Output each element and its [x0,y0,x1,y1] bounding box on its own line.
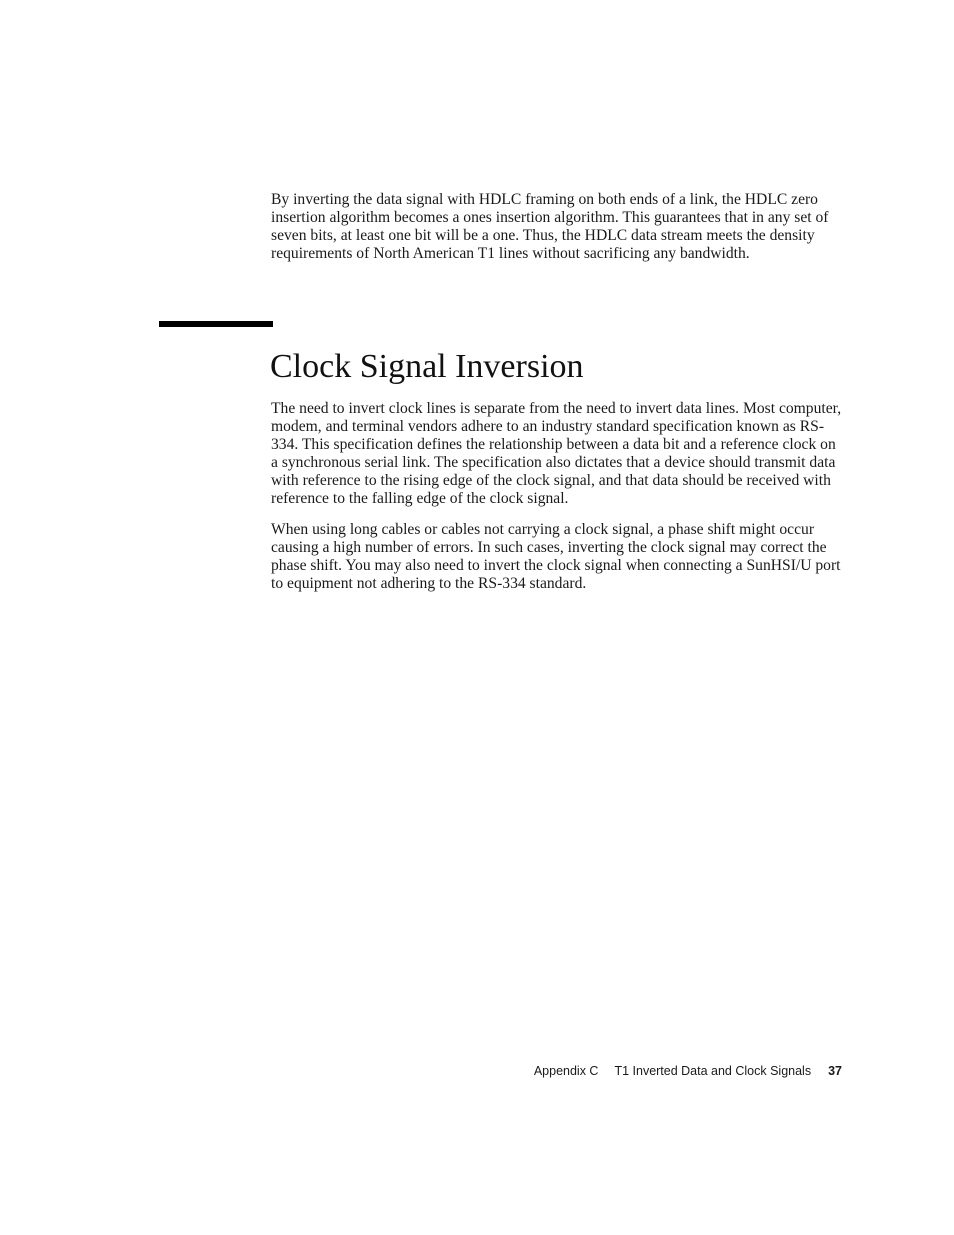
page-footer [480,1063,842,1079]
section-rule [159,321,273,327]
footer-appendix: Appendix C [533,1064,599,1078]
page-number: 37 [828,1064,842,1078]
body-paragraph: The need to invert clock lines is separate from the need to invert data lines. Most computer, modem, and terminal vendors adhere to an industry standard specification known as RS-334. This specification defines the relationship between a data bit and a reference clock on a synchronous serial link. The specification also dictates that a device should transmit data with reference to the rising edge of the clock signal, and that data should be received with reference to the falling edge of the clock signal. [271,400,842,508]
intro-paragraph: By inverting the data signal with HDLC framing on both ends of a link, the HDLC zero insertion algorithm becomes a ones insertion algorithm. This guarantees that in any set of seven bits, at least one bit will be a one. Thus, the HDLC data stream meets the density requirements of North American T1 lines without sacrificing any bandwidth. [271,191,829,263]
section-body [271,400,843,605]
section-heading: Clock Signal Inversion [270,348,584,385]
body-paragraph: When using long cables or cables not carrying a clock signal, a phase shift might occur causing a high number of errors. In such cases, inverting the clock signal may correct the phase shift. You may also need to invert the clock signal when connecting a SunHSI/U port to equipment not adhering to the RS-334 standard. [271,520,841,592]
footer-chapter-title: T1 Inverted Data and Clock Signals [614,1064,812,1078]
